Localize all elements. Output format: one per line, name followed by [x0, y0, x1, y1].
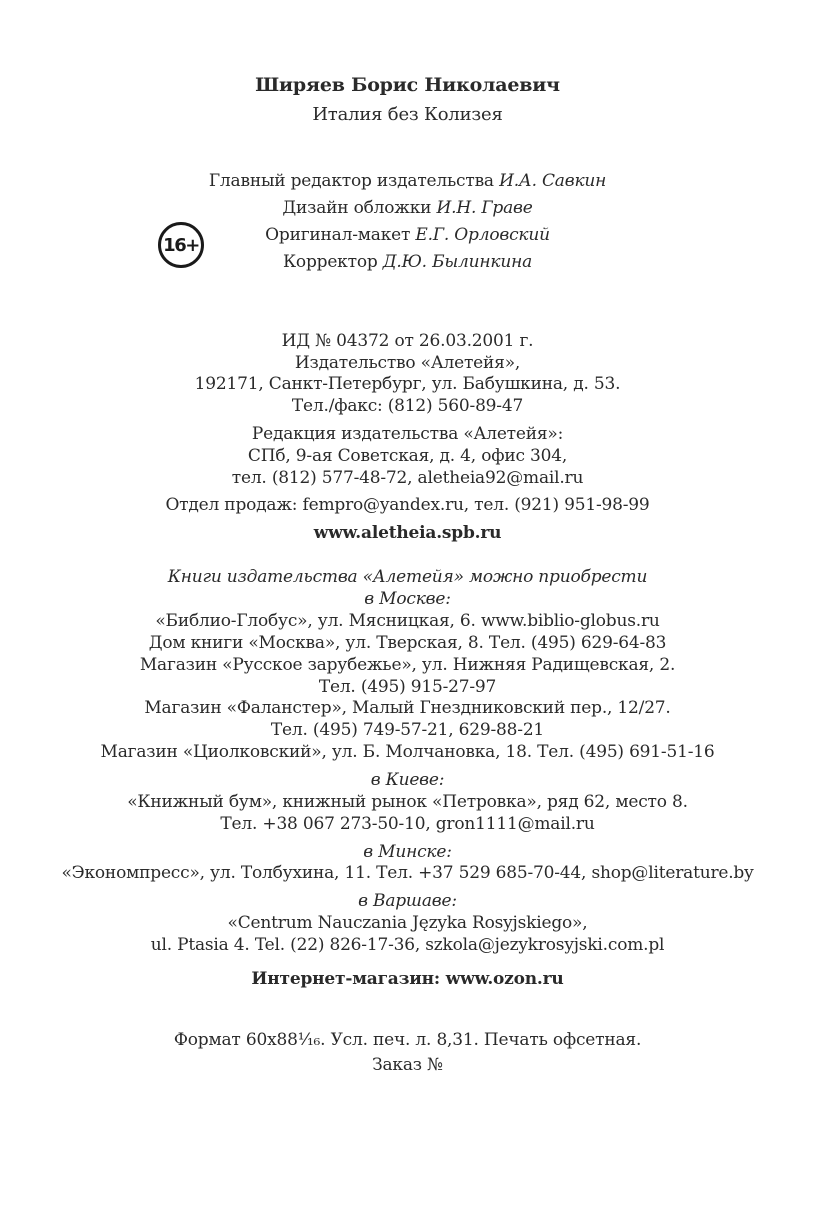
print-order: Заказ № — [372, 1055, 443, 1075]
store-moscow-line-4: Тел. (495) 915-27-97 — [318, 677, 497, 697]
stores-intro: Книги издательства «Алетейя» можно приобрести — [167, 567, 648, 587]
publisher-address: 192171, Санкт-Петербург, ул. Бабушкина, д. 53. — [194, 374, 621, 394]
store-moscow-line-2: Дом книги «Москва», ул. Тверская, 8. Тел. (495) 629-64-83 — [148, 633, 667, 653]
store-warsaw-line-1: «Centrum Nauczania Języka Rosyjskiego», — [227, 913, 588, 933]
credit-chief-editor — [0, 171, 815, 192]
credit-proofreader — [0, 252, 815, 273]
store-warsaw-line-2: ul. Ptasia 4. Tel. (22) 826-17-36, szkola@jezykrosyjski.com.pl — [150, 935, 665, 955]
credit-chief-editor-label: Главный редактор издательства — [208, 171, 494, 191]
online-store: Интернет-магазин: www.ozon.ru — [251, 969, 564, 989]
credit-layout — [0, 225, 815, 246]
editorial-address: СПб, 9-ая Советская, д. 4, офис 304, — [247, 446, 568, 466]
credit-cover-design-name: И.Н. Граве — [436, 198, 533, 218]
publisher-website: www.aletheia.spb.ru — [313, 523, 502, 543]
book-title: Италия без Колизея — [312, 104, 503, 125]
author-name: Ширяев Борис Николаевич — [255, 74, 560, 96]
store-moscow-line-5: Магазин «Фаланстер», Малый Гнездниковский пер., 12/27. — [144, 698, 671, 718]
publisher-name: Издательство «Алетейя», — [294, 353, 521, 373]
print-specs: Формат 60x88¹⁄₁₆. Усл. печ. л. 8,31. Печать офсетная. — [173, 1030, 642, 1050]
store-kiev-line-2: Тел. +38 067 273-50-10, gron1111@mail.ru — [220, 814, 595, 834]
credit-cover-design — [0, 198, 815, 219]
stores-minsk-heading: в Минске: — [363, 842, 452, 862]
store-minsk-line-1: «Экономпресс», ул. Толбухина, 11. Тел. +37 529 685-70-44, shop@literature.by — [61, 863, 754, 883]
credit-chief-editor-name: И.А. Савкин — [499, 171, 607, 191]
credit-cover-design-label: Дизайн обложки — [282, 198, 432, 218]
store-moscow-line-3: Магазин «Русское зарубежье», ул. Нижняя Радищевская, 2. — [139, 655, 676, 675]
store-moscow-line-7: Магазин «Циолковский», ул. Б. Молчановка, 18. Тел. (495) 691-51-16 — [100, 742, 715, 762]
store-moscow-line-6: Тел. (495) 749-57-21, 629-88-21 — [270, 720, 545, 740]
stores-moscow-heading: в Москве: — [364, 589, 451, 609]
editorial-title: Редакция издательства «Алетейя»: — [251, 424, 564, 444]
publisher-phone-fax: Тел./факс: (812) 560-89-47 — [291, 396, 524, 416]
age-rating-badge: 16+ — [158, 222, 204, 268]
stores-warsaw-heading: в Варшаве: — [358, 891, 457, 911]
credit-proofreader-label: Корректор — [282, 252, 378, 272]
credit-layout-name: Е.Г. Орловский — [415, 225, 550, 245]
publisher-license: ИД № 04372 от 26.03.2001 г. — [281, 331, 534, 351]
store-moscow-line-1: «Библио-Глобус», ул. Мясницкая, 6. www.biblio-globus.ru — [155, 611, 660, 631]
credit-proofreader-name: Д.Ю. Былинкина — [382, 252, 533, 272]
store-kiev-line-1: «Книжный бум», книжный рынок «Петровка», ряд 62, место 8. — [127, 792, 688, 812]
stores-kiev-heading: в Киеве: — [370, 770, 445, 790]
sales-department: Отдел продаж: fempro@yandex.ru, тел. (921) 951-98-99 — [165, 495, 650, 515]
editorial-contacts: тел. (812) 577-48-72, aletheia92@mail.ru — [231, 468, 584, 488]
credit-layout-label: Оригинал-макет — [265, 225, 411, 245]
